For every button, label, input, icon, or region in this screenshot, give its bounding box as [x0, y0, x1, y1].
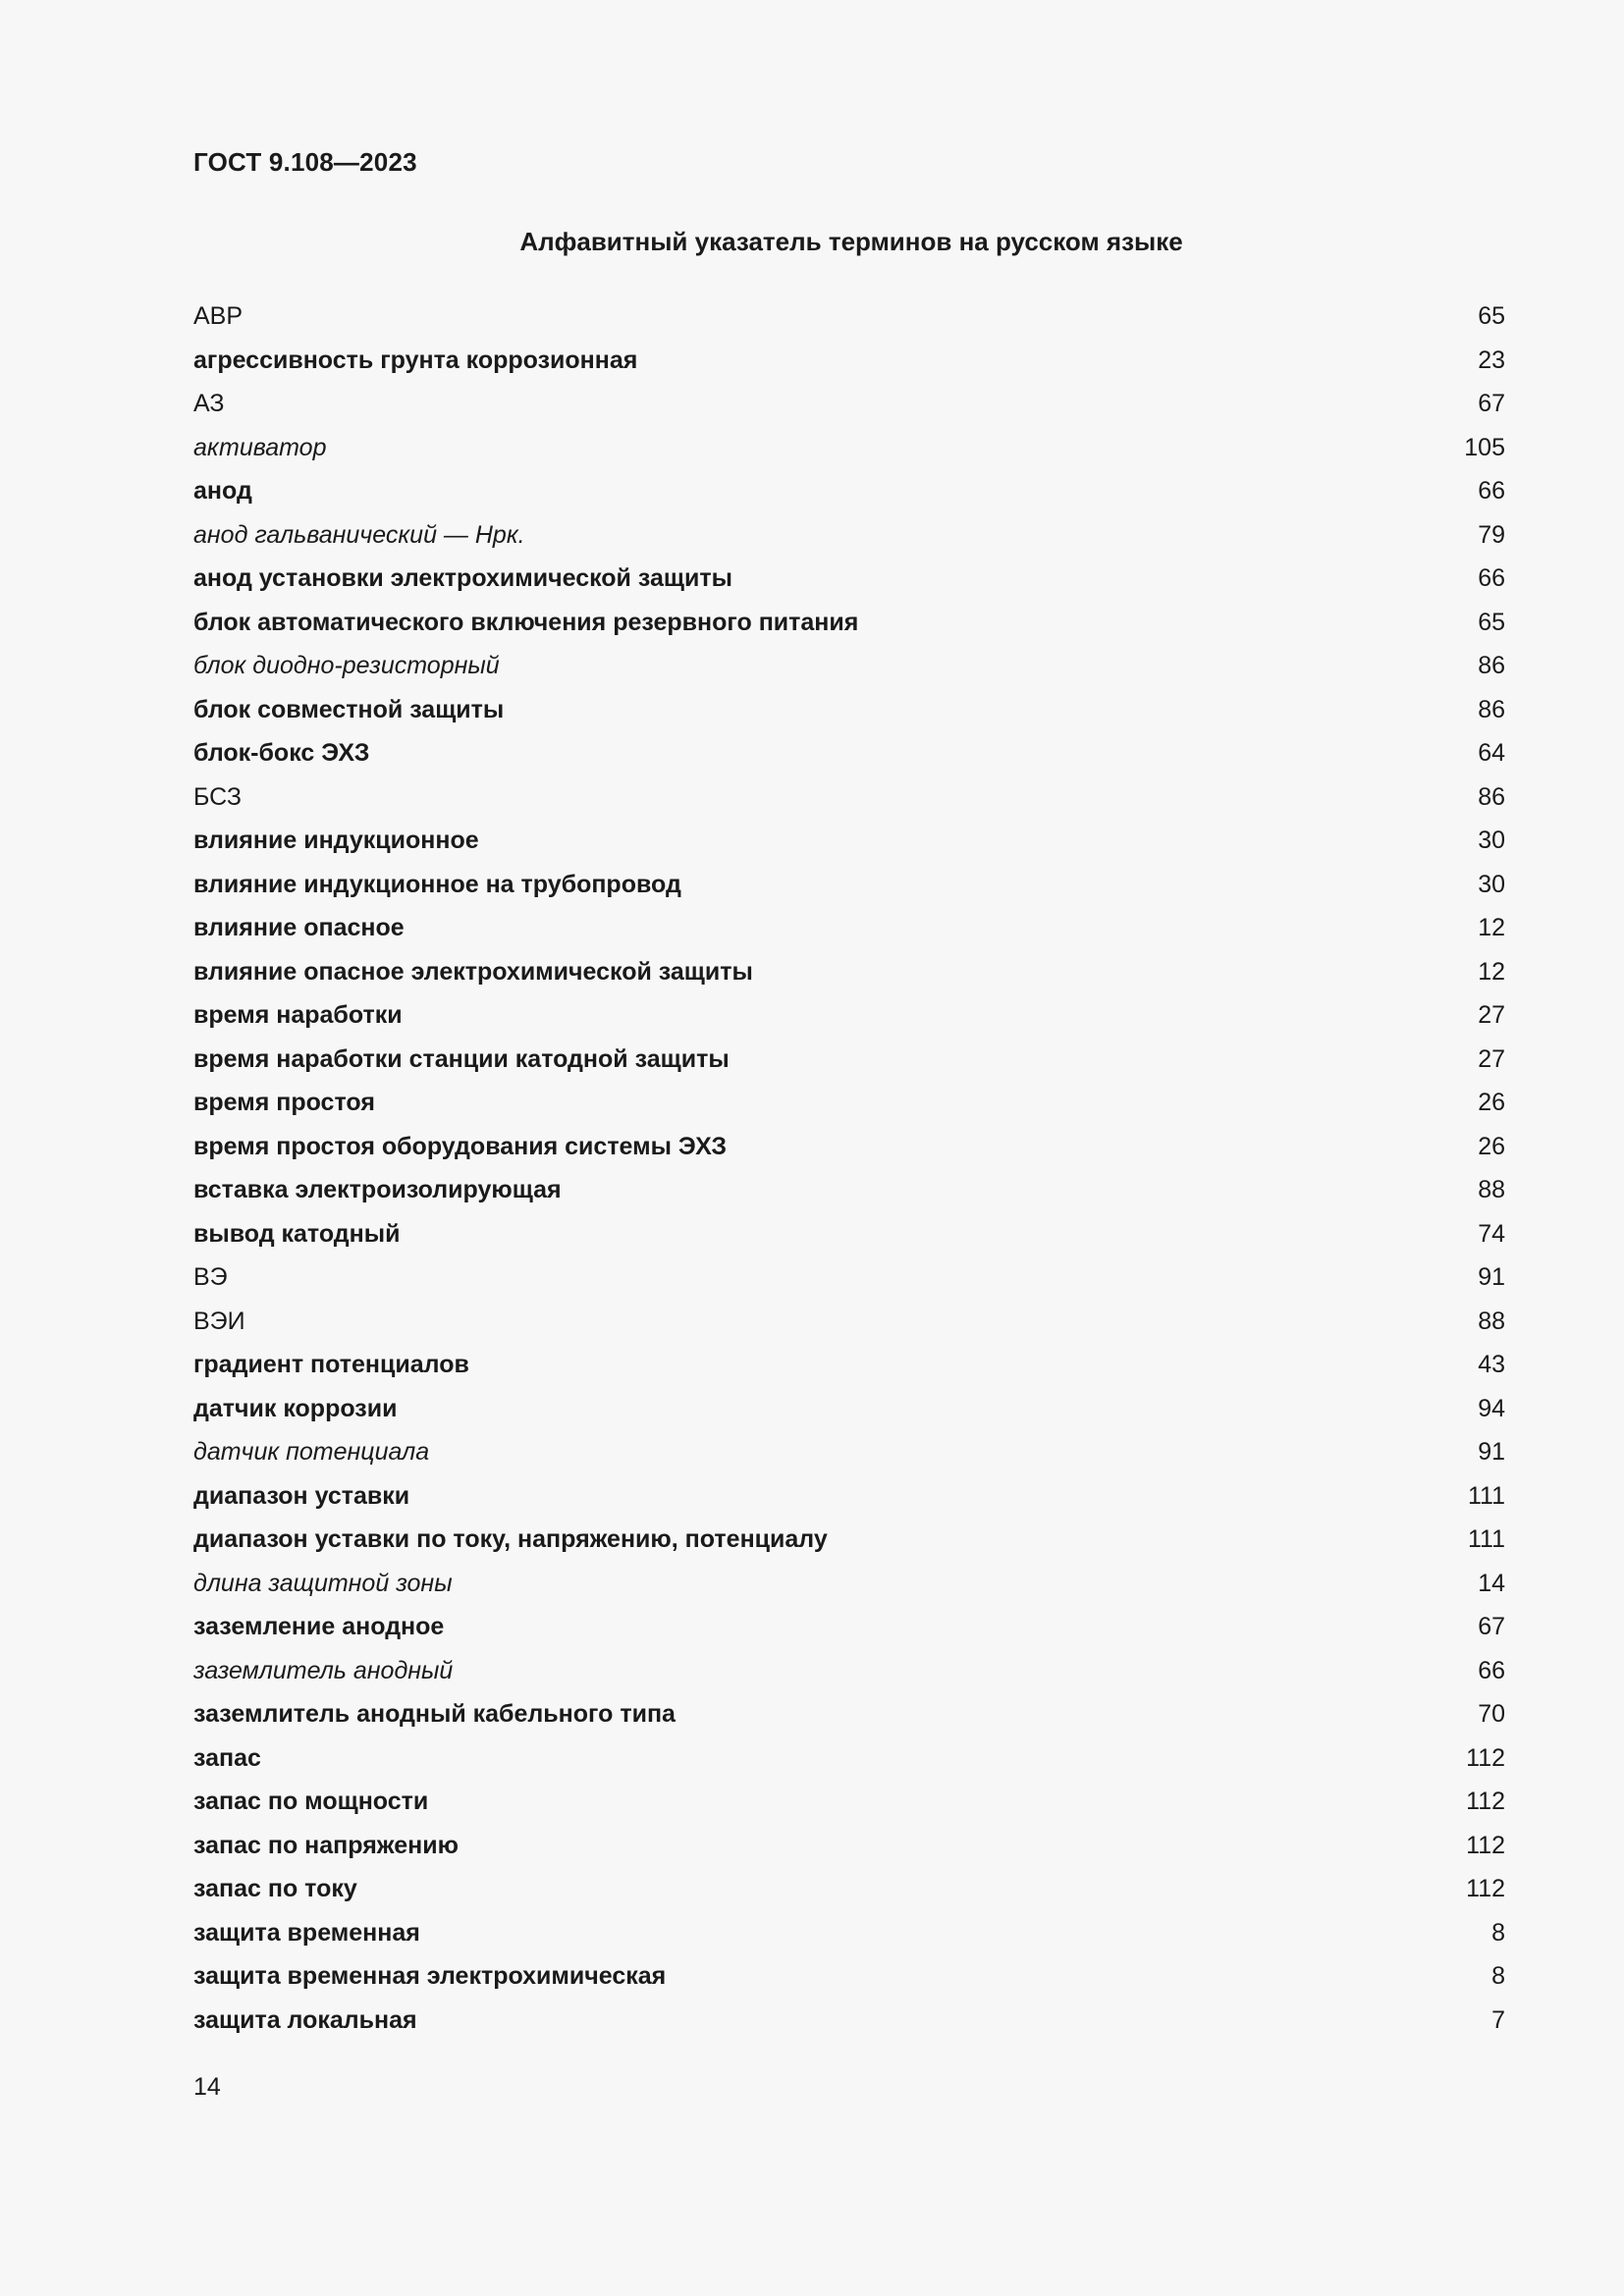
index-term: блок совместной защиты [193, 695, 505, 723]
index-page-ref: 91 [1478, 1263, 1505, 1291]
index-term: заземлитель анодный [193, 1656, 454, 1684]
index-page-ref: 112 [1466, 1788, 1505, 1815]
index-page-ref: 30 [1478, 870, 1505, 898]
index-page-ref: 65 [1478, 302, 1505, 330]
term-index-list [193, 294, 1505, 2042]
index-entry [193, 601, 1505, 645]
index-term: заземлитель анодный кабельного типа [193, 1700, 676, 1728]
index-term: время простоя [193, 1089, 375, 1116]
index-page-ref: 65 [1478, 608, 1505, 636]
index-page-ref: 70 [1478, 1700, 1505, 1728]
index-entry [193, 775, 1505, 820]
index-term: датчик потенциала [193, 1438, 430, 1466]
index-page-ref: 67 [1478, 390, 1505, 417]
index-page-ref: 94 [1478, 1394, 1505, 1422]
index-page-ref: 12 [1478, 914, 1505, 941]
index-entry [193, 993, 1505, 1038]
page-number: 14 [193, 2073, 221, 2101]
index-entry [193, 1999, 1505, 2043]
index-term: время наработки станции катодной защиты [193, 1044, 730, 1073]
index-term: влияние опасное [193, 914, 405, 941]
index-page-ref: 112 [1466, 1831, 1505, 1859]
index-term: АВР [193, 302, 244, 330]
index-term: диапазон уставки [193, 1481, 410, 1510]
index-entry [193, 1387, 1505, 1431]
index-term: влияние опасное электрохимической защиты [193, 957, 753, 986]
index-term: длина защитной зоны [193, 1569, 453, 1597]
index-entry [193, 557, 1505, 601]
index-page-ref: 105 [1464, 433, 1505, 461]
index-term: запас [193, 1743, 261, 1772]
index-term: время наработки [193, 1001, 403, 1029]
index-entry [193, 731, 1505, 775]
index-page-ref: 86 [1478, 652, 1505, 679]
index-entry [193, 644, 1505, 688]
index-entry [193, 906, 1505, 950]
index-term: блок автоматического включения резервного питания [193, 608, 859, 636]
index-title: Алфавитный указатель терминов на русском языке [519, 227, 1183, 256]
index-term: градиент потенциалов [193, 1351, 469, 1378]
index-term: заземление анодное [193, 1613, 445, 1640]
index-term: анод установки электрохимической защиты [193, 564, 732, 592]
index-entry [193, 819, 1505, 863]
index-entry [193, 1780, 1505, 1824]
index-term: диапазон уставки по току, напряжению, потенциалу [193, 1525, 828, 1553]
index-entry [193, 1867, 1505, 1911]
index-term: активатор [193, 433, 327, 461]
index-entry [193, 1562, 1505, 1606]
index-page-ref: 88 [1478, 1307, 1505, 1335]
index-page-ref: 23 [1478, 346, 1505, 374]
index-page-ref: 27 [1478, 1044, 1505, 1073]
index-entry [193, 1518, 1505, 1562]
index-term: блок диодно-резисторный [193, 652, 500, 679]
index-page-ref: 111 [1467, 1481, 1505, 1510]
index-term: АЗ [193, 390, 225, 417]
index-page-ref: 91 [1478, 1438, 1505, 1466]
index-term: время простоя оборудования системы ЭХЗ [193, 1132, 728, 1160]
index-entry [193, 950, 1505, 994]
index-entry [193, 1038, 1505, 1082]
index-term: агрессивность грунта коррозионная [193, 346, 638, 374]
index-page-ref: 66 [1478, 1656, 1505, 1684]
index-term: анод [193, 477, 252, 505]
index-term: защита временная [193, 1918, 420, 1947]
index-page-ref: 8 [1491, 1962, 1505, 1990]
index-term: БСЗ [193, 782, 242, 811]
index-term: запас по напряжению [193, 1831, 459, 1859]
index-entry [193, 1736, 1505, 1781]
index-term: вывод катодный [193, 1219, 401, 1248]
index-entry [193, 1430, 1505, 1474]
index-entry [193, 469, 1505, 513]
index-entry [193, 294, 1505, 339]
index-term: запас по току [193, 1875, 357, 1902]
index-page-ref: 112 [1466, 1875, 1505, 1902]
index-entry [193, 339, 1505, 383]
index-term: влияние индукционное на трубопровод [193, 870, 681, 898]
index-term: защита локальная [193, 2005, 417, 2034]
index-entry [193, 1125, 1505, 1169]
index-page-ref: 26 [1478, 1132, 1505, 1160]
index-page-ref: 67 [1478, 1613, 1505, 1640]
index-entry [193, 426, 1505, 470]
index-page-ref: 27 [1478, 1001, 1505, 1029]
index-page-ref: 74 [1478, 1219, 1505, 1248]
index-term: запас по мощности [193, 1788, 429, 1815]
document-code: ГОСТ 9.108—2023 [193, 147, 417, 177]
index-page-ref: 88 [1478, 1176, 1505, 1203]
index-page-ref: 30 [1478, 827, 1505, 854]
index-entry [193, 513, 1505, 558]
index-entry [193, 1168, 1505, 1212]
index-term: датчик коррозии [193, 1394, 398, 1422]
index-term: анод гальванический — Нрк. [193, 520, 525, 549]
index-page-ref: 64 [1478, 739, 1505, 767]
index-page-ref: 79 [1478, 520, 1505, 549]
index-entry [193, 1081, 1505, 1125]
index-entry [193, 1474, 1505, 1519]
index-page-ref: 12 [1478, 957, 1505, 986]
index-page-ref: 86 [1478, 782, 1505, 811]
index-entry [193, 1605, 1505, 1649]
index-entry [193, 1255, 1505, 1300]
index-page-ref: 14 [1478, 1569, 1505, 1597]
index-page-ref: 43 [1478, 1351, 1505, 1378]
index-term: ВЭ [193, 1263, 228, 1291]
index-entry [193, 382, 1505, 426]
index-entry [193, 1692, 1505, 1736]
index-page-ref: 66 [1478, 564, 1505, 592]
index-page-ref: 26 [1478, 1089, 1505, 1116]
index-page-ref: 86 [1478, 695, 1505, 723]
index-page-ref: 112 [1466, 1743, 1505, 1772]
index-term: ВЭИ [193, 1307, 245, 1335]
index-term: влияние индукционное [193, 827, 479, 854]
index-entry [193, 1300, 1505, 1344]
index-page-ref: 8 [1491, 1918, 1505, 1947]
index-term: вставка электроизолирующая [193, 1176, 562, 1203]
index-entry [193, 688, 1505, 732]
index-entry [193, 1911, 1505, 1955]
index-term: защита временная электрохимическая [193, 1962, 667, 1990]
index-entry [193, 1649, 1505, 1693]
index-entry [193, 1343, 1505, 1387]
index-term: блок-бокс ЭХЗ [193, 739, 370, 767]
index-page-ref: 7 [1491, 2005, 1505, 2034]
index-entry [193, 1824, 1505, 1868]
index-entry [193, 1954, 1505, 1999]
index-entry [193, 1212, 1505, 1256]
index-entry [193, 863, 1505, 907]
index-page-ref: 111 [1467, 1525, 1505, 1553]
index-page-ref: 66 [1478, 477, 1505, 505]
